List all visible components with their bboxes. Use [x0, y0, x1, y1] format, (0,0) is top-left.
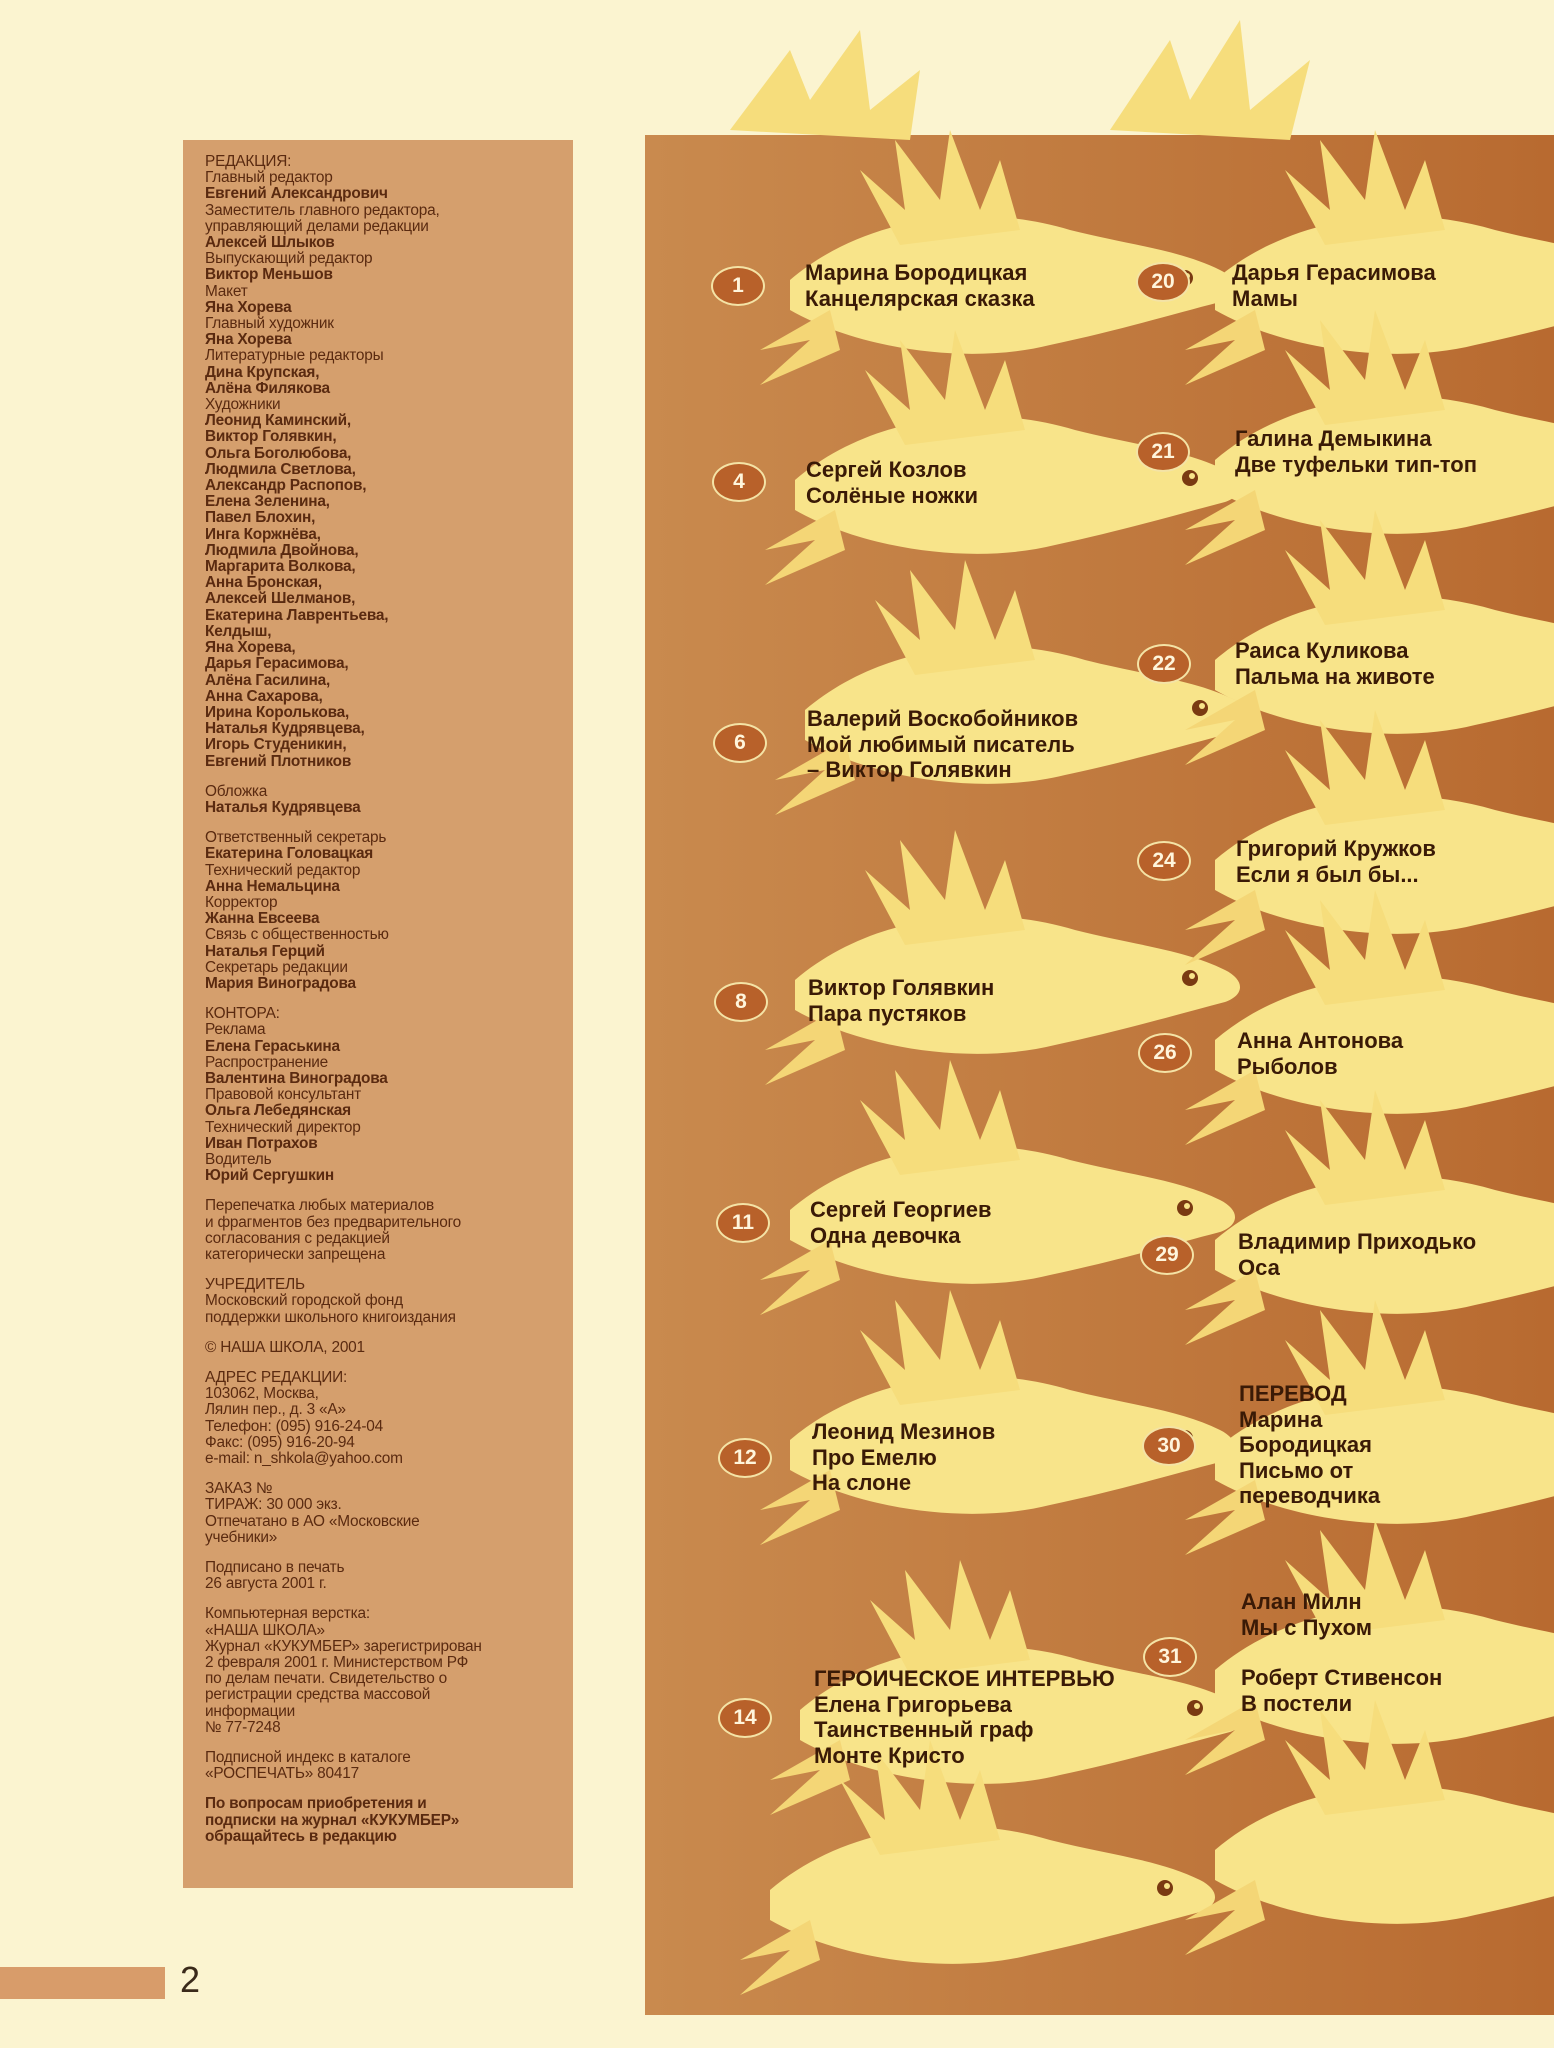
credit-name: Маргарита Волкова,: [205, 558, 356, 576]
credit-role: Макет: [205, 282, 248, 300]
credit-name: Игорь Студеникин,: [205, 736, 347, 754]
credit-role: Московский городской фонд: [205, 1292, 403, 1310]
contents-line: Пара пустяков: [808, 1000, 967, 1026]
contents-item[interactable]: [807, 706, 1078, 783]
page-badge: 12: [718, 1438, 772, 1478]
credits-block: [205, 1481, 559, 1546]
credit-name: Екатерина Головацкая: [205, 845, 374, 863]
credits-block: [205, 830, 559, 992]
credit-role: Водитель: [205, 1150, 272, 1168]
contents-item[interactable]: [806, 457, 978, 508]
contents-line: переводчика: [1239, 1483, 1381, 1508]
credits-block: [205, 1560, 559, 1592]
credits-panel: [183, 140, 573, 1888]
credit-name: Дина Крупская,: [205, 363, 320, 381]
contents-line: Раиса Куликова: [1235, 638, 1409, 663]
credit-role: по делам печати. Свидетельство о: [205, 1670, 447, 1688]
credit-name: Анна Бронская,: [205, 574, 322, 592]
contents-line: Сергей Козлов: [806, 457, 967, 482]
page-badge: 1: [711, 266, 765, 306]
credit-name: Иван Потрахов: [205, 1134, 318, 1152]
contents-item[interactable]: [808, 975, 994, 1026]
credit-name: обращайтесь в редакцию: [205, 1827, 397, 1845]
contents-item[interactable]: [1238, 1229, 1476, 1280]
credit-role: Литературные редакторы: [205, 347, 384, 365]
contents-item[interactable]: [1232, 260, 1436, 311]
contents-line: Марина: [1239, 1406, 1323, 1432]
credit-role: Подписной индекс в каталоге: [205, 1749, 411, 1767]
credit-role: Журнал «КУКУМБЕР» зарегистрирован: [205, 1637, 482, 1655]
contents-line: Про Емелю: [812, 1444, 937, 1470]
credit-name: Екатерина Лаврентьева,: [205, 606, 389, 624]
credit-name: Леонид Каминский,: [205, 412, 351, 430]
credit-name: Мария Виноградова: [205, 974, 356, 992]
credit-role: Ответственный секретарь: [205, 829, 387, 847]
credit-role: Компьютерная верстка:: [205, 1605, 370, 1623]
credit-role: Заместитель главного редактора,: [205, 201, 440, 219]
contents-line: Рыболов: [1237, 1053, 1338, 1079]
contents-item[interactable]: [814, 1666, 1115, 1768]
contents-line: Оса: [1238, 1254, 1280, 1280]
contents-line: Виктор Голявкин: [808, 975, 995, 1000]
credit-role: Факс: (095) 916-20-94: [205, 1433, 355, 1451]
credit-role: Правовой консультант: [205, 1086, 361, 1104]
contents-line: На слоне: [812, 1470, 912, 1495]
contents-spacer: [1241, 1640, 1442, 1665]
credits-block: [205, 1340, 559, 1356]
contents-item[interactable]: [1237, 1028, 1403, 1079]
credit-name: Алёна Гасилина,: [205, 671, 331, 689]
contents-line: Сергей Георгиев: [810, 1197, 992, 1222]
credit-role: 26 августа 2001 г.: [205, 1575, 327, 1593]
contents-line: Марина Бородицкая: [805, 260, 1028, 285]
credit-name: Евгений Плотников: [205, 752, 352, 770]
credit-name: Яна Хорева: [205, 298, 292, 316]
contents-line: Если я был бы...: [1236, 861, 1419, 887]
credit-role: № 77-7248: [205, 1718, 281, 1736]
credit-role: Технический директор: [205, 1118, 361, 1136]
credits-block: [205, 1606, 559, 1736]
credit-name: Яна Хорева,: [205, 639, 296, 657]
credit-role: согласования с редакцией: [205, 1229, 390, 1247]
credit-name: Яна Хорева: [205, 331, 292, 349]
credit-name: Людмила Светлова,: [205, 460, 356, 478]
contents-line: Солёные ножки: [806, 482, 978, 508]
contents-line: Пальма на животе: [1235, 663, 1435, 689]
credit-role: АДРЕС РЕДАКЦИИ:: [205, 1369, 348, 1387]
credit-role: и фрагментов без предварительного: [205, 1213, 462, 1231]
contents-line: Мамы: [1232, 285, 1298, 311]
contents-line: Елена Григорьева: [814, 1691, 1012, 1717]
credit-role: Перепечатка любых материалов: [205, 1197, 434, 1215]
credit-name: Виктор Меньшов: [205, 266, 333, 284]
credits-block: [205, 154, 559, 770]
credit-role: Лялин пер., д. 3 «А»: [205, 1401, 346, 1419]
page-badge: 24: [1137, 841, 1191, 881]
credit-role: Художники: [205, 396, 281, 414]
credits-block: [205, 1006, 559, 1184]
credit-name: Елена Зеленина,: [205, 493, 330, 511]
credit-role: 103062, Москва,: [205, 1385, 319, 1403]
credit-name: Юрий Сергушкин: [205, 1167, 335, 1185]
credit-role: Подписано в печать: [205, 1559, 345, 1577]
credit-role: Корректор: [205, 893, 278, 911]
contents-line: Григорий Кружков: [1236, 836, 1436, 861]
page-badge: 14: [718, 1698, 772, 1738]
credit-role: Отпечатано в АО «Московские: [205, 1512, 420, 1530]
credit-name: Павел Блохин,: [205, 509, 316, 527]
credit-role: поддержки школьного книгоиздания: [205, 1308, 456, 1326]
credit-role: КОНТОРА:: [205, 1005, 280, 1023]
credit-role: Технический редактор: [205, 861, 361, 879]
page-badge: 31: [1143, 1637, 1197, 1677]
page-badge: 4: [712, 462, 766, 502]
credit-role: ТИРАЖ: 30 000 экз.: [205, 1496, 342, 1514]
credit-name: Алёна Филякова: [205, 379, 330, 397]
credit-name: Инга Коржнёва,: [205, 525, 321, 543]
footer-bar: [0, 1967, 165, 1999]
contents-item[interactable]: [1236, 836, 1436, 887]
credit-role: «РОСПЕЧАТЬ» 80417: [205, 1765, 359, 1783]
credit-role: Распространение: [205, 1053, 329, 1071]
credit-role: Выпускающий редактор: [205, 250, 373, 268]
page-number: 2: [180, 1959, 201, 2000]
contents-line: Письмо от: [1239, 1457, 1354, 1483]
credit-role: Главный редактор: [205, 169, 333, 187]
credit-role: УЧРЕДИТЕЛЬ: [205, 1276, 305, 1294]
page-badge: 6: [713, 723, 767, 763]
page-badge: 30: [1142, 1426, 1196, 1466]
contents-line: Две туфельки тип-топ: [1235, 451, 1477, 477]
credits-block: [205, 784, 559, 816]
contents-line: Алан Милн: [1241, 1589, 1362, 1614]
page-badge: 26: [1138, 1033, 1192, 1073]
credit-name: Ольга Боголюбова,: [205, 444, 352, 462]
credit-role: 2 февраля 2001 г. Министерством РФ: [205, 1654, 469, 1672]
contents-item[interactable]: [810, 1197, 992, 1248]
page-badge: 8: [714, 982, 768, 1022]
credit-name: подписки на журнал «КУКУМБЕР»: [205, 1811, 460, 1829]
contents-line: Владимир Приходько: [1238, 1229, 1477, 1254]
contents-line: Галина Демыкина: [1235, 426, 1432, 451]
contents-line: ГЕРОИЧЕСКОЕ ИНТЕРВЬЮ: [814, 1666, 1115, 1691]
credit-name: Евгений Александрович: [205, 185, 388, 203]
credit-role: Телефон: (095) 916-24-04: [205, 1417, 383, 1435]
contents-line: Валерий Воскобойников: [807, 706, 1079, 731]
contents-line: Леонид Мезинов: [812, 1419, 996, 1444]
contents-line: Бородицкая: [1239, 1432, 1372, 1457]
contents-item[interactable]: [812, 1419, 995, 1496]
credit-role: © НАША ШКОЛА, 2001: [205, 1338, 365, 1356]
credit-role: регистрации средства массовой: [205, 1686, 431, 1704]
page-badge: 20: [1136, 262, 1190, 302]
page-badge: 29: [1140, 1235, 1194, 1275]
page-badge: 11: [716, 1203, 770, 1243]
credit-role: e-mail: n_shkola@yahoo.com: [205, 1450, 403, 1468]
contents-line: Мы с Пухом: [1241, 1614, 1373, 1640]
contents-line: Канцелярская сказка: [805, 285, 1035, 311]
credit-name: Александр Распопов,: [205, 477, 367, 495]
credit-role: Связь с общественностью: [205, 926, 389, 944]
credit-name: Дарья Герасимова,: [205, 655, 349, 673]
contents-line: В постели: [1241, 1690, 1353, 1716]
credit-role: Обложка: [205, 782, 268, 800]
credit-name: Жанна Евсеева: [205, 910, 320, 928]
credit-name: Наталья Герций: [205, 942, 325, 960]
credits-block: [205, 1750, 559, 1782]
page-badge: 22: [1137, 644, 1191, 684]
credit-name: Алексей Шелманов,: [205, 590, 356, 608]
credits-block: [205, 1198, 559, 1263]
credits-block: [205, 1277, 559, 1326]
contents-line: ПЕРЕВОД: [1239, 1381, 1347, 1406]
credit-name: Валентина Виноградова: [205, 1069, 388, 1087]
credit-name: Елена Гераськина: [205, 1037, 340, 1055]
contents-item[interactable]: [1239, 1381, 1380, 1509]
credit-name: Наталья Кудрявцева: [205, 798, 361, 816]
contents-item[interactable]: [1235, 426, 1477, 477]
credit-name: Алексей Шлыков: [205, 234, 335, 252]
credit-role: РЕДАКЦИЯ:: [205, 153, 292, 170]
credit-role: Реклама: [205, 1021, 266, 1039]
credit-name: Наталья Кудрявцева,: [205, 720, 365, 738]
credit-name: Людмила Двойнова,: [205, 541, 359, 559]
page-badge: 21: [1136, 432, 1190, 472]
credit-role: категорически запрещена: [205, 1246, 386, 1263]
credits-block: [205, 1796, 559, 1845]
credit-name: Анна Немальцина: [205, 877, 340, 895]
contents-item[interactable]: [1241, 1589, 1442, 1716]
credit-name: По вопросам приобретения и: [205, 1795, 427, 1813]
contents-line: Таинственный граф: [814, 1717, 1034, 1742]
contents-line: Одна девочка: [810, 1222, 961, 1248]
contents-line: Мой любимый писатель: [807, 731, 1075, 757]
contents-line: Анна Антонова: [1237, 1028, 1404, 1053]
contents-line: – Виктор Голявкин: [807, 757, 1012, 782]
credit-name: Виктор Голявкин,: [205, 428, 337, 446]
credit-role: информации: [205, 1702, 296, 1720]
contents-item[interactable]: [1235, 638, 1435, 689]
credit-name: Ольга Лебедянская: [205, 1102, 351, 1120]
contents-line: Дарья Герасимова: [1232, 260, 1436, 285]
credit-role: «НАША ШКОЛА»: [205, 1621, 325, 1639]
credits-block: [205, 1370, 559, 1467]
contents-item[interactable]: [805, 260, 1035, 311]
credit-role: ЗАКАЗ №: [205, 1480, 273, 1498]
credit-name: Келдыш,: [205, 622, 272, 640]
credit-role: Секретарь редакции: [205, 958, 348, 976]
credit-role: учебники»: [205, 1528, 278, 1546]
contents-line: Монте Кристо: [814, 1742, 965, 1768]
credit-name: Анна Сахарова,: [205, 687, 323, 705]
contents-line: Роберт Стивенсон: [1241, 1665, 1443, 1690]
credit-role: Главный художник: [205, 315, 334, 333]
credit-role: управляющий делами редакции: [205, 217, 429, 235]
credit-name: Ирина Королькова,: [205, 703, 350, 721]
